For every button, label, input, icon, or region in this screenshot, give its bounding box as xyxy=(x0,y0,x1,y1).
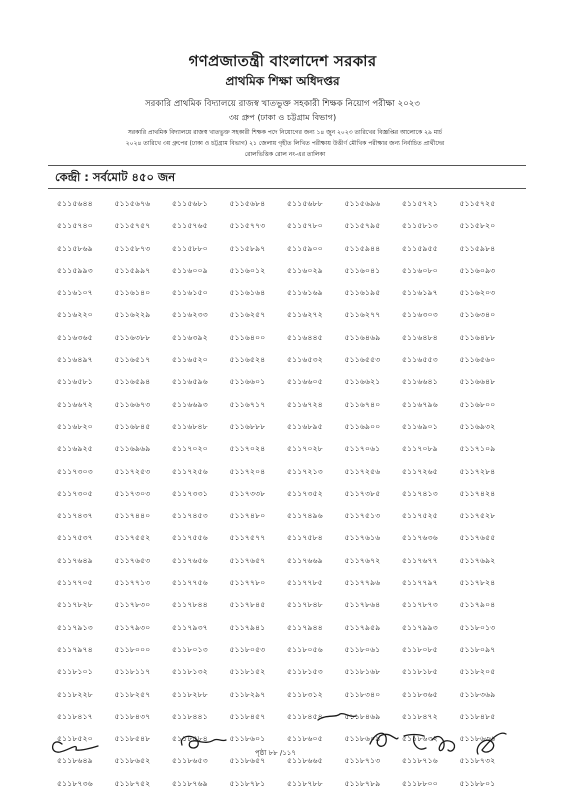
roll-number: ৫১১৬৮৮৮ xyxy=(229,421,266,431)
roll-number: ৫১১৬৭৯৬ xyxy=(402,399,438,409)
roll-number: ৫১১৮১৫২ xyxy=(229,667,266,677)
roll-number: ৫১১৭৮২৪ xyxy=(459,578,496,588)
roll-number: ৫১১৫৮৭৩ xyxy=(114,243,151,253)
summary-header xyxy=(48,166,526,189)
roll-number: ৫১১৭৪৮০ xyxy=(229,511,266,521)
roll-number: ৫১১৭৭৮০ xyxy=(229,578,266,588)
roll-number: ৫১১৮০৯৭ xyxy=(459,644,496,654)
roll-number: ৫১১৬৮২০ xyxy=(57,421,93,431)
roll-number: ৫১১৬৫৬০ xyxy=(459,355,496,365)
roll-number: ৫১১৬১৬৯ xyxy=(287,288,323,298)
roll-number: ৫১১৭৮৪৫ xyxy=(229,600,266,610)
roll-number: ৫১১৭০৮৯ xyxy=(402,444,438,454)
roll-number: ৫১১৮৪৪১ xyxy=(172,711,208,721)
roll-number: ৫১১৭৮৪৪ xyxy=(172,600,208,610)
signatures xyxy=(0,700,565,790)
roll-number: ৫১১৬৫৩২ xyxy=(287,355,323,365)
roll-number: ৫১১৭৯১৩ xyxy=(57,622,93,632)
roll-number: ৫১১৭৬৪৯ xyxy=(57,555,93,565)
roll-number: ৫১১৮৪৫৪ xyxy=(287,711,323,721)
roll-number: ৫১১৫৮১৩ xyxy=(402,221,438,231)
roll-number: ৫১১৬০৪১ xyxy=(344,265,381,275)
roll-row xyxy=(57,243,527,265)
roll-number: ৫১১৬৯০০ xyxy=(344,421,381,431)
roll-row xyxy=(57,466,527,488)
roll-number: ৫১১৮৭১৬ xyxy=(402,756,438,766)
roll-number: ৫১১৭৯৫৯ xyxy=(344,622,381,632)
roll-number: ৫১১৭৭৯৭ xyxy=(402,578,438,588)
signature-2 xyxy=(181,736,226,748)
roll-number: ৫১১৭৮৩০ xyxy=(114,600,151,610)
roll-number: ৫১১৮৬০৫ xyxy=(287,734,323,744)
roll-number: ৫১১৭৯৩০ xyxy=(114,622,151,632)
roll-number: ৫১১৭২৮৪ xyxy=(459,466,496,476)
roll-number: ৫১১৫৬৮৪ xyxy=(229,199,266,208)
roll-number: ৫১১৬১৪০ xyxy=(114,288,151,298)
roll-number: ৫১১৫৭৫৭ xyxy=(114,221,151,231)
directorate-title: প্রাথমিক শিক্ষা অধিদপ্তর xyxy=(225,74,340,88)
roll-row xyxy=(57,443,527,465)
roll-number: ৫১১৭৮৭৩ xyxy=(402,600,438,610)
roll-number: ৫১১৭০৬১ xyxy=(344,444,381,454)
roll-number: ৫১১৬৬৪১ xyxy=(402,377,438,387)
roll-number: ৫১১৭০২৪ xyxy=(229,444,266,454)
roll-row xyxy=(57,488,527,510)
roll-number: ৫১১৫৭৪০ xyxy=(57,221,93,231)
roll-number: ৫১১৬৬০১ xyxy=(229,377,266,387)
roll-row xyxy=(57,198,527,220)
roll-number: ৫১১৮০৫৬ xyxy=(287,644,323,654)
roll-number: ৫১১৬৫৫৩ xyxy=(344,355,381,365)
roll-row xyxy=(57,532,527,554)
roll-number: ৫১১৮২৮৮ xyxy=(172,689,208,699)
roll-number: ৫১১৭৬৯২ xyxy=(459,555,496,565)
roll-number: ৫১১৭৯৯৩ xyxy=(402,622,438,632)
roll-number: ৫১১৭৩৩৮ xyxy=(229,488,266,498)
roll-number: ৫১১৭৬৫৫ xyxy=(459,533,496,543)
roll-number: ৫১১৭৬৫৭ xyxy=(229,555,266,565)
roll-row xyxy=(57,220,527,242)
roll-number: ৫১১৫৮৮০ xyxy=(172,243,208,253)
roll-number: ৫১১৫৯৮৪ xyxy=(459,243,496,253)
roll-number: ৫১১৮৩৬৯ xyxy=(459,689,496,699)
roll-number: ৫১১৮১৩২ xyxy=(172,667,208,677)
roll-number: ৫১১৭৫৭৭ xyxy=(229,533,266,543)
roll-number: ৫১১৬৫৮১ xyxy=(57,377,93,387)
roll-number: ৫১১৮৬৩২ xyxy=(402,734,438,744)
roll-number: ৫১১৭৩৮৫ xyxy=(344,488,381,498)
roll-number: ৫১১৭৫২৫ xyxy=(402,511,438,521)
roll-number: ৫১১৮৬৫২ xyxy=(114,756,151,766)
roll-number: ৫১১৭৪৯৬ xyxy=(287,511,323,521)
roll-number: ৫১১৮৪৭২ xyxy=(402,711,438,721)
roll-number: ৫১১৭৪২৪ xyxy=(459,488,496,498)
roll-number: ৫১১৫৭২১ xyxy=(402,199,438,208)
roll-number: ৫১১৬৯২৫ xyxy=(57,444,93,454)
roll-number: ৫১১৭৯০৪ xyxy=(459,600,496,610)
roll-number: ৫১১৬৫৯৬ xyxy=(172,377,208,387)
roll-number: ৫১১৬০১২ xyxy=(229,265,266,275)
roll-number: ৫১১৭২৬৫ xyxy=(402,466,438,476)
roll-number: ৫১১৭৫২৮ xyxy=(459,511,496,521)
roll-number: ৫১১৮৭১৩ xyxy=(344,756,381,766)
page-number: পৃষ্ঠা ৮৮ /১১৭ xyxy=(255,749,296,757)
roll-number: ৫১১৭৭৯৬ xyxy=(344,578,381,588)
roll-number: ৫১১৭২৫৬ xyxy=(172,466,208,476)
roll-number: ৫১১৭৬৩৬ xyxy=(402,533,438,543)
roll-number: ৫১১৭৭১৩ xyxy=(114,578,151,588)
roll-number: ৫১১৬৭১৭ xyxy=(229,399,266,409)
roll-number: ৫১১৬৪৮৪ xyxy=(402,332,438,342)
roll-number: ৫১১৮৫২০ xyxy=(57,734,93,744)
roll-number: ৫১১৭৩০৩ xyxy=(57,466,93,476)
roll-number: ৫১১৫৯০০ xyxy=(287,243,323,253)
roll-number: ৫১১৮৭৩৬ xyxy=(57,778,93,788)
roll-number: ৫১১৬৩৯২ xyxy=(172,332,208,342)
roll-number: ৫১১৬৬২১ xyxy=(344,377,381,387)
roll-row xyxy=(57,421,527,443)
roll-number: ৫১১৮৭৫২ xyxy=(114,778,151,788)
roll-row xyxy=(57,644,527,666)
roll-row xyxy=(57,399,527,421)
roll-number: ৫১১৫৮২০ xyxy=(459,221,496,231)
roll-number: ৫১১৬৮৪৫ xyxy=(114,421,151,431)
roll-number: ৫১১৭৮২৮ xyxy=(57,600,93,610)
roll-row xyxy=(57,555,527,577)
roll-number: ৫১১৫৭৭৩ xyxy=(229,221,266,231)
roll-number: ৫১১৮১৫৩ xyxy=(287,667,323,677)
notice-line-3: রোলভিত্তিক রোল নং-এর তালিকা xyxy=(244,151,326,158)
roll-number: ৫১১৮২৯৭ xyxy=(229,689,266,699)
roll-number: ৫১১৮৩১২ xyxy=(287,689,323,699)
roll-number: ৫১১৬৬৪৮ xyxy=(459,377,496,387)
roll-number: ৫১১৫৬৮৮ xyxy=(287,199,323,208)
roll-number: ৫১১৬৭২৪ xyxy=(287,399,323,409)
roll-number: ৫১১৮৬৫৩ xyxy=(172,756,208,766)
roll-number: ৫১১৬৬৭২ xyxy=(57,399,93,409)
roll-number: ৫১১৫৮৯৭ xyxy=(229,243,266,253)
roll-number: ৫১১৭৫৩৭ xyxy=(57,533,93,543)
roll-number: ৫১১৭৬৭৭ xyxy=(402,555,438,565)
roll-number: ৫১১৮২২৮ xyxy=(57,689,93,699)
roll-number: ৫১১৬১৬৪ xyxy=(229,288,266,298)
roll-number: ৫১১৬২৩৩ xyxy=(172,310,208,320)
roll-number: ৫১১৮৩৪০ xyxy=(344,689,381,699)
roll-number: ৫১১৬৬৭৩ xyxy=(114,399,151,409)
roll-number: ৫১১৭৯৩৭ xyxy=(172,622,208,632)
roll-number: ৫১১৮০৬১ xyxy=(344,644,381,654)
signature-4 xyxy=(370,733,398,746)
signature-7 xyxy=(477,733,506,754)
roll-number: ৫১১৬৬৯৩ xyxy=(172,399,208,409)
roll-number: ৫১১৬২২০ xyxy=(57,310,93,320)
roll-number: ৫১১৬৪০০ xyxy=(229,332,266,342)
exam-title: সরকারি প্রাথমিক বিদ্যালয়ে রাজস্ব খাতভুক্ত সহকারী শিক্ষক নিয়োগ পরীক্ষা ২০২৩ xyxy=(145,99,420,109)
roll-number: ৫১১৬৫২৪ xyxy=(229,355,266,365)
roll-number: ৫১১৬৯০১ xyxy=(402,421,438,431)
roll-number: ৫১১৭২০৪ xyxy=(229,466,266,476)
notice-line-2: ২০২৪ তারিখে ৩য় গ্রুপের (ঢাকা ও চট্টগ্রাম বিভাগ) ২১ জেলায় গৃহীত লিখিত পরীক্ষায় উত্তীর্ণ মৌখিক পরীক্ষার জন্য নির্বাচিত প্রার্থীদের xyxy=(125,140,445,147)
roll-number: ৫১১৮০৫৩ xyxy=(229,644,266,654)
roll-number: ৫১১৬৪৪৫ xyxy=(287,332,323,342)
roll-number: ৫১১৬১৯৭ xyxy=(402,288,438,298)
roll-number: ৫১১৬৩৮৮ xyxy=(114,332,151,342)
roll-number: ৫১১৫৯৪৪ xyxy=(344,243,381,253)
roll-number: ৫১১৮৮০১ xyxy=(459,778,496,788)
roll-number: ৫১১৭৬৫৬ xyxy=(172,555,208,565)
roll-number: ৫১১৭৩৩১ xyxy=(172,488,208,498)
roll-number: ৫১১৬৩৬৫ xyxy=(57,332,93,342)
roll-number: ৫১১৬৭৪০ xyxy=(344,399,381,409)
group-title: ৩য় গ্রুপ (ঢাকা ও চট্টগ্রাম বিভাগ) xyxy=(228,112,337,122)
roll-row xyxy=(57,666,527,688)
roll-number: ৫১১৮০১৩ xyxy=(459,622,496,632)
roll-number: ৫১১৫৬৮১ xyxy=(172,199,208,208)
roll-number: ৫১১৮৪৫৭ xyxy=(229,711,266,721)
roll-number: ৫১১৬৪৮৮ xyxy=(459,332,496,342)
roll-number: ৫১১৬৫১৭ xyxy=(114,355,151,365)
roll-number: ৫১১৮৪৩৭ xyxy=(114,711,151,721)
roll-row xyxy=(57,265,527,287)
roll-number: ৫১১৬৯৩২ xyxy=(459,421,496,431)
roll-number: ৫১১৭৯৪১ xyxy=(229,622,266,632)
roll-number: ৫১১৮৪১৭ xyxy=(57,711,93,721)
roll-number: ৫১১৮৬০৯ xyxy=(344,734,381,744)
roll-number: ৫১১৫৯৫৫ xyxy=(402,243,438,253)
roll-row xyxy=(57,287,527,309)
roll-number: ৫১১৮১৬৮ xyxy=(344,667,381,677)
roll-number: ৫১১৮০১৩ xyxy=(172,644,208,654)
roll-number: ৫১১৬৮৪৮ xyxy=(172,421,208,431)
roll-number: ৫১১৬৫২০ xyxy=(172,355,208,365)
roll-number: ৫১১৭৫৫৬ xyxy=(172,533,208,543)
roll-number: ৫১১৭৩৫২ xyxy=(287,488,323,498)
roll-number: ৫১১৭৫১৩ xyxy=(344,511,381,521)
roll-number: ৫১১৮৬৩৬ xyxy=(459,734,496,744)
roll-number: ৫১১৮১৮৫ xyxy=(402,667,438,677)
roll-number: ৫১১৮৮০০ xyxy=(402,778,438,788)
roll-number: ৫১১৭৩০৩ xyxy=(114,488,151,498)
roll-number: ৫১১৭৮৬৪ xyxy=(344,600,381,610)
roll-number: ৫১১৮৫৮৪ xyxy=(172,734,208,744)
roll-number: ৫১১৬০৯৩ xyxy=(459,265,496,275)
roll-number: ৫১১৭৮৪৮ xyxy=(287,600,323,610)
roll-number: ৫১১৭৬৫৩ xyxy=(114,555,151,565)
roll-number: ৫১১৬২২৯ xyxy=(114,310,151,320)
roll-number: ৫১১৫৬৪৪ xyxy=(57,199,93,208)
notice-line-1: সরকারি প্রাথমিক বিদ্যালয়ে রাজস্ব খাতভুক্ত সহকারী শিক্ষক পদে নিয়োগের জন্য ১৪ জুন ২০২৩ তারিখের বিজ্ঞপ্তির আলোকে ২৯ মার্চ xyxy=(127,129,443,136)
roll-number: ৫১১৮০৮৫ xyxy=(402,644,438,654)
roll-number: ৫১১৮৭৩২ xyxy=(459,756,496,766)
roll-number: ৫১১৬১৫০ xyxy=(172,288,208,298)
roll-number: ৫১১৮৩৬৫ xyxy=(402,689,438,699)
roll-number: ৫১১৬২৭৭ xyxy=(344,310,381,320)
roll-number: ৫১১৬৩০৩ xyxy=(402,310,438,320)
roll-number: ৫১১৮৬০১ xyxy=(229,734,266,744)
roll-row xyxy=(57,309,527,331)
roll-number: ৫১১৮১১৭ xyxy=(114,667,151,677)
roll-row xyxy=(57,332,527,354)
roll-number: ৫১১৬০২৯ xyxy=(287,265,323,275)
roll-row xyxy=(57,510,527,532)
roll-row xyxy=(57,577,527,599)
roll-number: ৫১১৮৬৫৭ xyxy=(229,756,266,766)
roll-number: ৫১১৮২৫৭ xyxy=(114,689,151,699)
total-count-label: কেন্দ্রী : সর্বমোট ৪৫০ জন xyxy=(55,170,176,184)
roll-number: ৫১১৫৭২৫ xyxy=(459,199,496,208)
roll-number: ৫১১৮৪৮৫ xyxy=(459,711,496,721)
roll-number: ৫১১৭০২৮ xyxy=(287,444,323,454)
roll-number: ৫১১৮১০১ xyxy=(57,667,93,677)
roll-number: ৫১১৬২৭২ xyxy=(287,310,323,320)
roll-number: ৫১১৫৬৭৬ xyxy=(114,199,151,208)
roll-number: ৫১১৭১০৯ xyxy=(459,444,496,454)
roll-number: ৫১১৫৬৯৬ xyxy=(344,199,381,208)
roll-number: ৫১১৭৫৫২ xyxy=(114,533,151,543)
signature-3 xyxy=(318,714,356,720)
roll-number: ৫১১৮৬৬৫ xyxy=(287,756,323,766)
roll-number: ৫১১৮৭৮৮ xyxy=(287,778,323,788)
roll-number: ৫১১৬৩৪০ xyxy=(459,310,496,320)
roll-number: ৫১১৬৬০৫ xyxy=(287,377,323,387)
roll-number: ৫১১৬২০৩ xyxy=(459,288,496,298)
roll-number: ৫১১৬০০৯ xyxy=(172,265,208,275)
roll-number: ৫১১৫৯৯৭ xyxy=(114,265,151,275)
roll-number: ৫১১৬৫৫৩ xyxy=(402,355,438,365)
roll-number: ৫১১৫৮৬৯ xyxy=(57,243,93,253)
roll-row xyxy=(57,599,527,621)
roll-number: ৫১১৬৪৯৭ xyxy=(57,355,93,365)
roll-number: ৫১১৫৯৯৩ xyxy=(57,265,93,275)
roll-number: ৫১১৭৬৬৯ xyxy=(287,555,323,565)
roll-number: ৫১১৭৭৫৬ xyxy=(172,578,208,588)
roll-number: ৫১১৬৯৬৯ xyxy=(114,444,151,454)
roll-number: ৫১১৭৬৭২ xyxy=(344,555,381,565)
government-title: গণপ্রজাতন্ত্রী বাংলাদেশ সরকার xyxy=(188,52,377,70)
roll-number: ৫১১৮৭৮১ xyxy=(229,778,266,788)
roll-number: ৫১১৬৮০০ xyxy=(459,399,496,409)
roll-number: ৫১১৮৬৪৯ xyxy=(57,756,93,766)
roll-number: ৫১১৭৯৭৪ xyxy=(57,644,93,654)
roll-number: ৫১১৬৫৯৪ xyxy=(114,377,151,387)
roll-number: ৫১১৭২৫৩ xyxy=(114,466,151,476)
roll-number: ৫১১৭৪৩৭ xyxy=(57,511,93,521)
roll-number: ৫১১৭৭৮৫ xyxy=(287,578,323,588)
roll-number: ৫১১৮৪৬৯ xyxy=(344,711,381,721)
roll-number: ৫১১৬২৫৭ xyxy=(229,310,266,320)
roll-number: ৫১১৭৫৮৪ xyxy=(287,533,323,543)
roll-number: ৫১১৮৭৬৯ xyxy=(172,778,208,788)
roll-number: ৫১১৫৭৮০ xyxy=(287,221,323,231)
roll-number: ৫১১৭৭০৫ xyxy=(57,578,93,588)
roll-number: ৫১১৬৪৬৯ xyxy=(344,332,381,342)
signature-5 xyxy=(404,735,426,750)
roll-number: ৫১১৮৭৮৯ xyxy=(344,778,381,788)
roll-number: ৫১১৭৩০৫ xyxy=(57,488,93,498)
roll-number: ৫১১৭৬১৬ xyxy=(344,533,381,543)
roll-row xyxy=(57,354,527,376)
roll-number: ৫১১৭৪৫৩ xyxy=(172,511,208,521)
roll-number: ৫১১৫৭৬৫ xyxy=(172,221,208,231)
roll-number: ৫১১৬০৮০ xyxy=(402,265,438,275)
roll-number: ৫১১৬৮৯৫ xyxy=(287,421,323,431)
roll-number: ৫১১৮০০০ xyxy=(114,644,151,654)
roll-number: ৫১১৭৪৪০ xyxy=(114,511,151,521)
roll-number: ৫১১৬১০৭ xyxy=(57,288,93,298)
signature-1 xyxy=(53,742,98,752)
roll-row xyxy=(57,376,527,398)
roll-row xyxy=(57,622,527,644)
signature-6 xyxy=(432,737,455,752)
roll-number: ৫১১৮২০৫ xyxy=(459,667,496,677)
roll-number: ৫১১৭০২০ xyxy=(172,444,208,454)
roll-number: ৫১১৮৫৪৮ xyxy=(114,734,151,744)
roll-number: ৫১১৭২৫৬ xyxy=(344,466,381,476)
roll-number: ৫১১৭৯৪৪ xyxy=(287,622,323,632)
roll-number: ৫১১৫৭৯৫ xyxy=(344,221,381,231)
roll-number: ৫১১৭৪১৩ xyxy=(402,488,438,498)
roll-number: ৫১১৭২১৩ xyxy=(287,466,323,476)
roll-number: ৫১১৬১৯৫ xyxy=(344,288,381,298)
